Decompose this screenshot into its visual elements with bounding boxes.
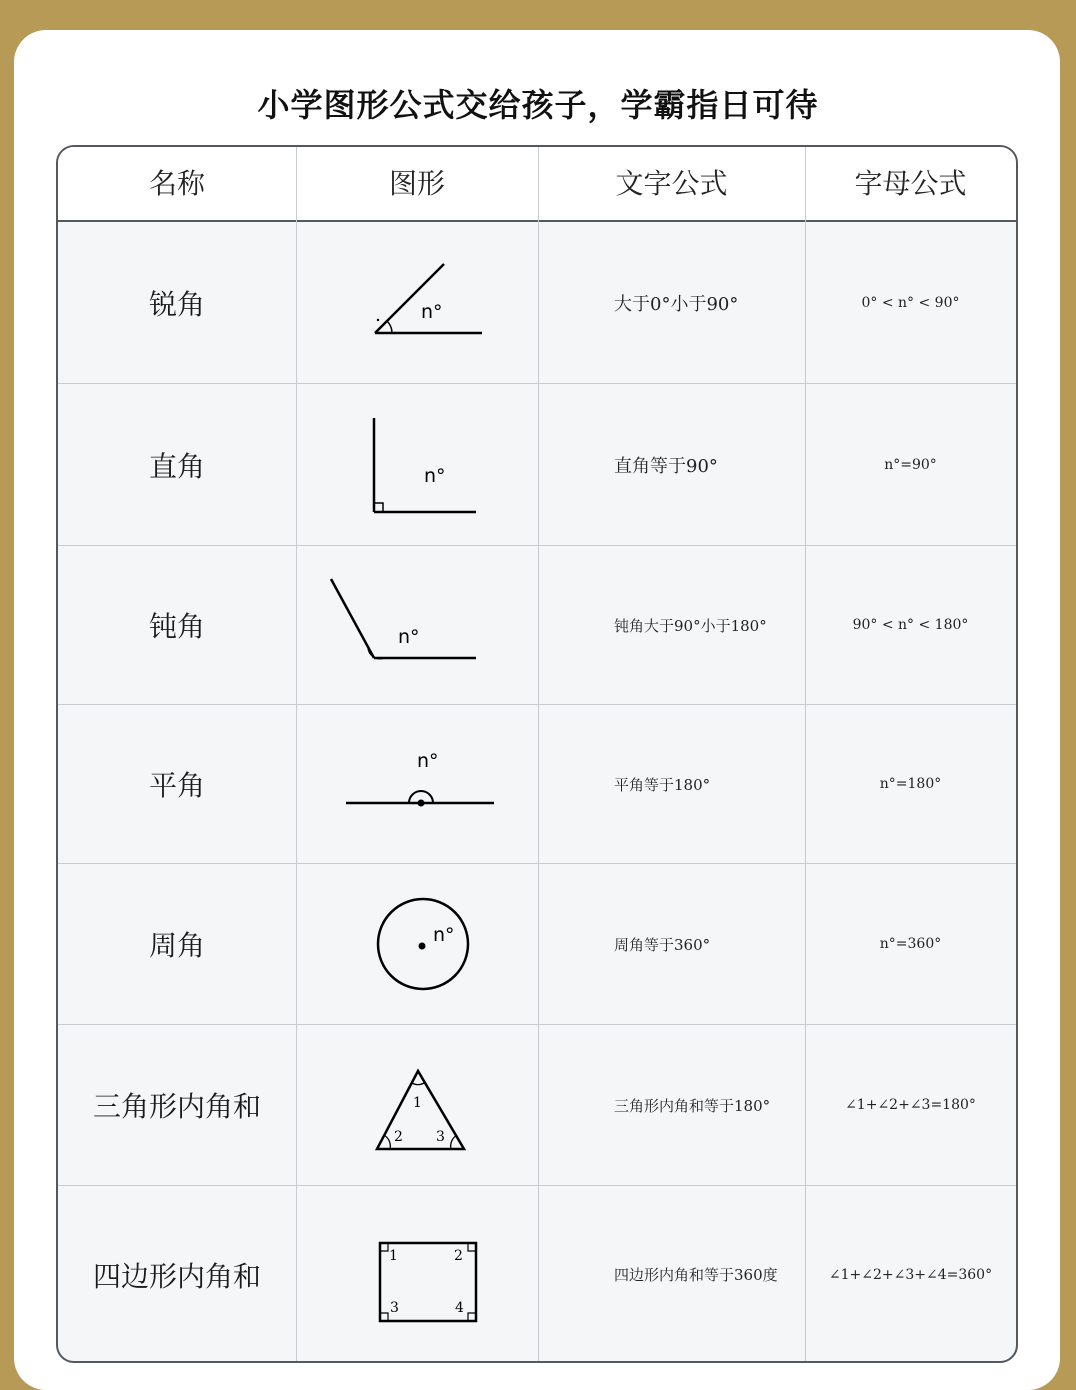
text-formula: 平角等于180° <box>614 775 711 794</box>
figure-label: n° <box>433 924 455 946</box>
text-formula: 直角等于90° <box>614 455 718 477</box>
shape-name: 三角形内角和 <box>92 1090 261 1123</box>
angle-mark: 1 <box>413 1095 422 1111</box>
straight-angle-icon <box>296 705 538 863</box>
obtuse-angle-icon <box>296 546 538 704</box>
page-title: 小学图形公式交给孩子，学霸指日可待 <box>257 86 819 124</box>
header-text-formula: 文字公式 <box>615 167 728 200</box>
header-letter-formula: 字母公式 <box>854 167 967 200</box>
angle-mark: 4 <box>455 1300 464 1316</box>
letter-formula: 0° < n° < 90° <box>861 294 960 311</box>
table-row <box>58 384 1016 545</box>
table-row <box>58 705 1016 863</box>
letter-formula: n°=90° <box>884 456 937 473</box>
table-header <box>58 147 1016 222</box>
text-formula: 三角形内角和等于180° <box>614 1096 771 1115</box>
shape-name: 平角 <box>148 769 205 802</box>
full-angle-icon <box>296 864 538 1024</box>
letter-formula: ∠1+∠2+∠3+∠4=360° <box>828 1266 993 1283</box>
table-row <box>58 546 1016 704</box>
angle-mark: 3 <box>436 1129 445 1145</box>
header-figure: 图形 <box>388 167 445 200</box>
angle-mark: 3 <box>390 1300 399 1316</box>
formula-table <box>56 145 1018 1363</box>
shape-name: 周角 <box>148 929 205 962</box>
table-row <box>58 1186 1016 1363</box>
shape-name: 四边形内角和 <box>92 1259 261 1293</box>
figure-label: n° <box>417 750 439 772</box>
text-formula: 周角等于360° <box>614 935 711 954</box>
quadrilateral-icon <box>296 1186 538 1363</box>
right-angle-icon <box>296 384 538 545</box>
figure-label: n° <box>398 626 420 648</box>
triangle-icon <box>296 1025 538 1185</box>
letter-formula: n°=180° <box>879 776 942 792</box>
letter-formula: ∠1+∠2+∠3=180° <box>845 1097 976 1113</box>
letter-formula: n°=360° <box>879 936 942 952</box>
shape-name: 锐角 <box>148 287 205 321</box>
figure-label: n° <box>421 301 443 323</box>
table-row <box>58 1025 1016 1185</box>
header-name: 名称 <box>148 167 205 200</box>
shape-name: 钝角 <box>148 610 205 643</box>
text-formula: 钝角大于90°小于180° <box>614 616 767 635</box>
letter-formula: 90° < n° < 180° <box>852 617 969 633</box>
table-row <box>58 864 1016 1024</box>
angle-mark: 2 <box>394 1129 403 1145</box>
angle-mark: 2 <box>454 1248 463 1264</box>
acute-angle-icon <box>296 222 538 383</box>
table-row <box>58 222 1016 383</box>
figure-label: n° <box>424 465 446 487</box>
text-formula: 四边形内角和等于360度 <box>614 1266 778 1284</box>
angle-mark: 1 <box>389 1248 398 1264</box>
text-formula: 大于0°小于90° <box>614 293 739 315</box>
shape-name: 直角 <box>148 449 205 483</box>
